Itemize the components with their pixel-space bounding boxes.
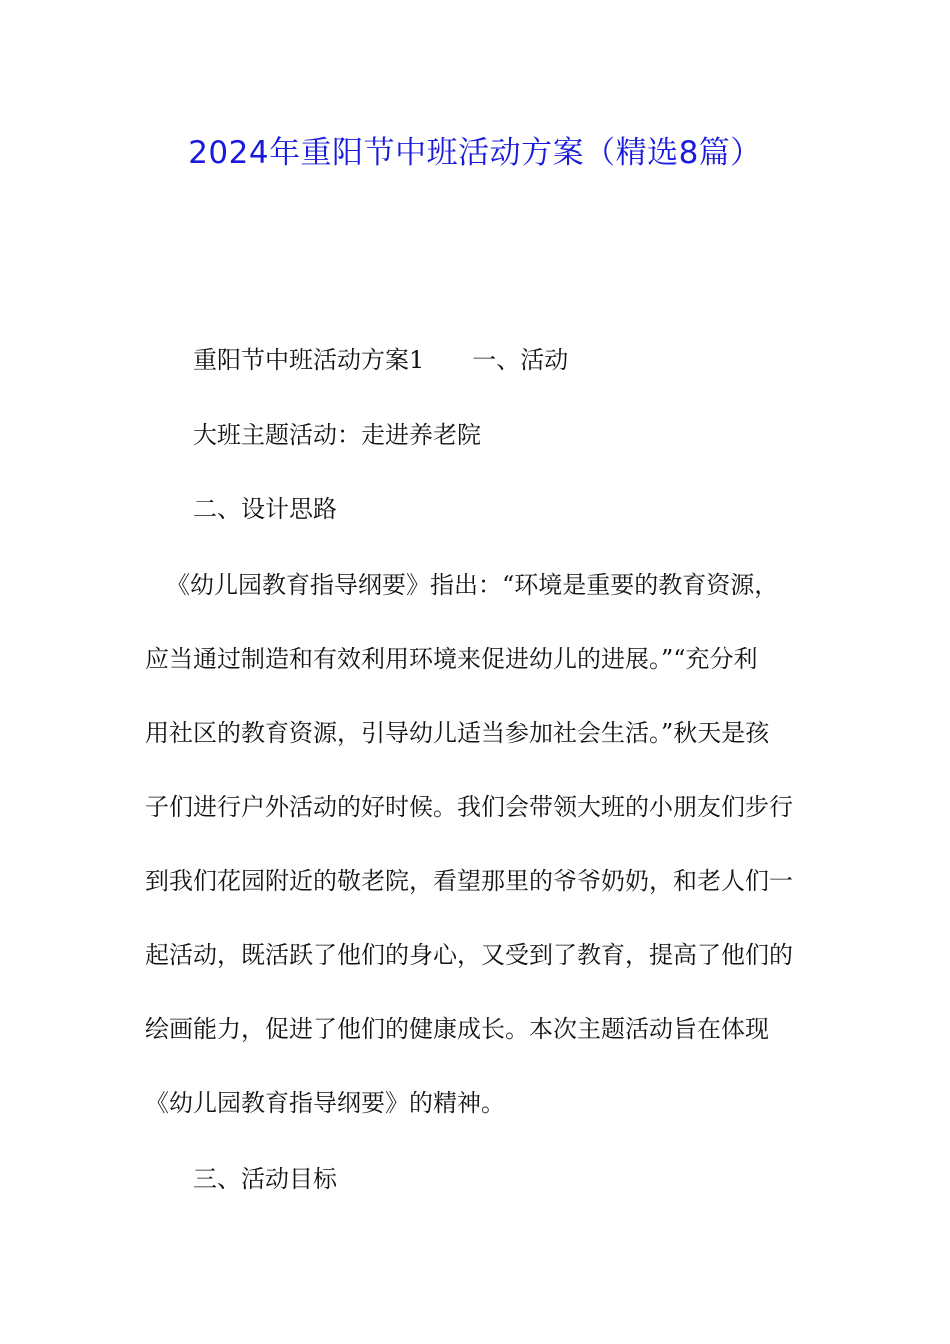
item-one: 一、活动	[472, 346, 569, 374]
paragraph-line: 《幼儿园教育指导纲要》的精神。	[145, 1089, 505, 1117]
item-three-heading: 三、活动目标	[193, 1165, 337, 1193]
item-two-heading: 二、设计思路	[193, 495, 337, 523]
paragraph-line: 用社区的教育资源，引导幼儿适当参加社会生活。”秋天是孩	[145, 719, 770, 747]
paragraph-line: 《幼儿园教育指导纲要》指出：“环境是重要的教育资源，	[166, 571, 779, 599]
paragraph-line: 到我们花园附近的敬老院，看望那里的爷爷奶奶，和老人们一	[145, 867, 793, 895]
paragraph-line: 绘画能力，促进了他们的健康成长。本次主题活动旨在体现	[145, 1015, 769, 1043]
theme-line: 大班主题活动：走进养老院	[193, 421, 481, 449]
paragraph-line: 起活动，既活跃了他们的身心，又受到了教育，提高了他们的	[145, 941, 793, 969]
document-title: 2024年重阳节中班活动方案（精选8篇）	[188, 135, 762, 171]
paragraph-line: 子们进行户外活动的好时候。我们会带领大班的小朋友们步行	[145, 793, 793, 821]
section-heading: 重阳节中班活动方案1	[193, 346, 425, 374]
section-heading-line	[193, 343, 873, 377]
paragraph-line: 应当通过制造和有效利用环境来促进幼儿的进展。”“充分利	[145, 645, 758, 673]
